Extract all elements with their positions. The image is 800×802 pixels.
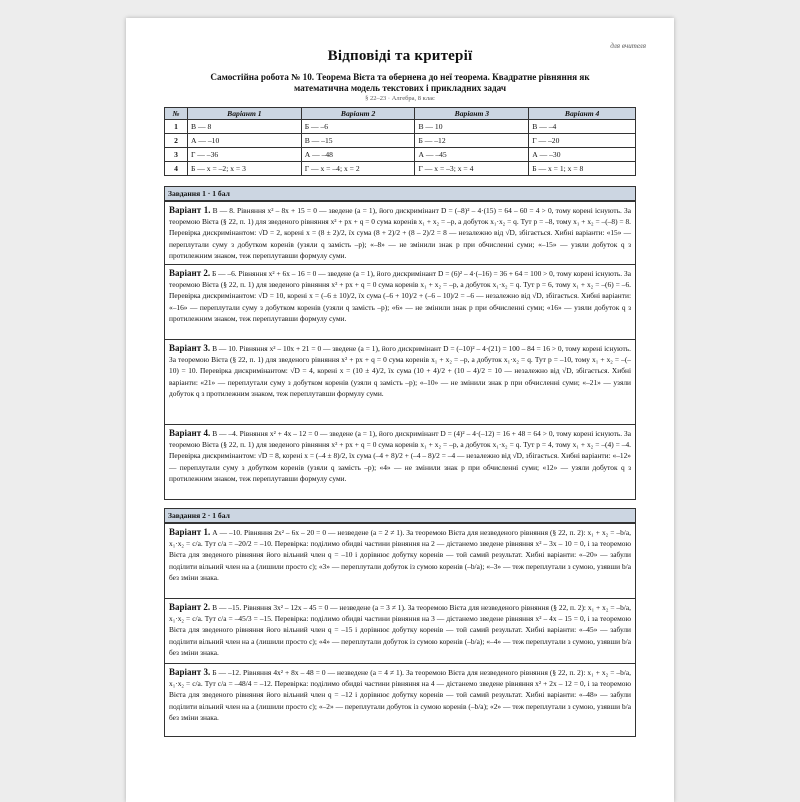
row-number: 3	[165, 148, 188, 162]
variant-name: Варіант 3.	[169, 343, 211, 353]
variant-name: Варіант 3.	[169, 667, 211, 677]
answer-cell: А — –48	[301, 148, 415, 162]
variant-text: Б — –12. Рівняння 4x² + 8x – 48 = 0 — незведене (a = 4 ≠ 1). За теоремою Вієта для незведеного рівняння (§ 22, п. 2): x₁ + x₂ = –b/a, x₁·x₂ = c/a. Тут c/a = –48/4 = –12. Перевірка: поділимо обидві частини рівняння на 4 — дістанемо зведене рівняння x² + 2x – 12 = 0, і за теоремою Вієта для зведеного рівняння його вільний член q = –12 і дорівнює добутку коренів — той самий результат. Хибні варіанти: «–48» — забули поділити вільний член на a (лишили просто c); «–2» — переплутали добуток із сумою коренів (–b/a); «2» — теж переплутали з сумою, узявши b/a без зміни знака.	[169, 668, 631, 722]
row-number: 4	[165, 162, 188, 176]
variant-text: А — –10. Рівняння 2x² – 6x – 20 = 0 — незведене (a = 2 ≠ 1). За теоремою Вієта для незведеного рівняння (§ 22, п. 2): x₁ + x₂ = –b/a, x₁·x₂ = c/a. Тут c/a = –20/2 = –10. Перевірка: поділимо обидві частини рівняння на 2 — дістанемо зведене рівняння x² – 3x – 10 = 0, і за теоремою Вієта для зведеного рівняння його вільний член q = –10 і дорівнює добутку коренів — той самий результат. Хибні варіанти: «–20» — забули поділити вільний член на a (лишили просто c); «3» — переплутали добуток із сумою коренів (–b/a); «–3» — теж переплутали з сумою, узявши b/a без зміни знака.	[169, 528, 631, 582]
table-row	[165, 162, 636, 176]
task-1-variant-1	[165, 201, 635, 264]
table-row	[165, 134, 636, 148]
page-title: Відповіді та критерії	[327, 48, 473, 64]
answer-cell: Б — –12	[415, 134, 529, 148]
answer-cell: В — –4	[529, 120, 636, 134]
answer-cell: В — 8	[188, 120, 302, 134]
subtitle-line-1: Самостійна робота № 10. Теорема Вієта та обернена до неї теорема. Квадратне рівняння як	[210, 72, 590, 82]
answer-cell: В — –15	[301, 134, 415, 148]
task-1-variant-4	[165, 424, 635, 499]
page-meta: § 22–23 · Алгебра, 8 клас	[365, 95, 435, 102]
variant-text: В — –15. Рівняння 3x² – 12x – 45 = 0 — незведене (a = 3 ≠ 1). За теоремою Вієта для незведеного рівняння (§ 22, п. 2): x₁ + x₂ = –b/a, x₁·x₂ = c/a. Тут c/a = –45/3 = –15. Перевірка: поділимо обидві частини рівняння на 3 — дістанемо зведене рівняння x² – 4x – 15 = 0, і за теоремою Вієта для зведеного рівняння його вільний член q = –15 і дорівнює добутку коренів — той самий результат. Хибні варіанти: «–45» — забули поділити вільний член на a (лишили просто c); «4» — переплутали добуток із сумою коренів (–b/a); «–4» — теж переплутали з сумою, узявши b/a без зміни знака.	[169, 603, 631, 657]
variant-text: Б — –6. Рівняння x² + 6x – 16 = 0 — зведене (a = 1), його дискримінант D = (6)² – 4·(–16) = 36 + 64 = 100 > 0, тому корені існують. За теоремою Вієта (§ 22, п. 1) для зведеного рівняння x² + px + q = 0 сума коренів x₁ + x₂ = –p, а добуток x₁·x₂ = q. Тут p = 6, тому x₁ + x₂ = –(6) = –6. Перевірка дискримінантом: √D = 10, корені x = (–6 ± 10)/2, їх сума (–6 + 10)/2 + (–6 – 10)/2 = –6 — незалежно від √D, збігається. Хибні варіанти: «–16» — переплутали суму з добутком коренів (узяли q замість –p); «6» — не змінили знак p при обчисленні суми; «16» — узяли добуток q з протилежним знаком, теж переплутавши формулу суми.	[169, 269, 631, 323]
variant-name: Варіант 1.	[169, 527, 211, 537]
subtitle-line-2: математична модель текстових і прикладних задач	[293, 83, 507, 93]
task-2-heading: Завдання 2 · 1 бал	[165, 509, 635, 523]
table-row	[165, 148, 636, 162]
task-2-section	[164, 508, 636, 737]
for-teacher-label: для вчителя	[610, 42, 646, 50]
answer-cell: Г — –36	[188, 148, 302, 162]
variant-text: В — 8. Рівняння x² – 8x + 15 = 0 — зведене (a = 1), його дискримінант D = (–8)² – 4·(15) = 64 – 60 = 4 > 0, тому корені існують. За теоремою Вієта (§ 22, п. 1) для зведеного рівняння x² + px + q = 0 сума коренів x₁ + x₂ = –p, а добуток x₁·x₂ = q. Тут p = –8, тому x₁ + x₂ = –(–8) = 8. Перевірка дискримінантом: √D = 2, корені x = (8 ± 2)/2, їх сума (8 + 2)/2 + (8 – 2)/2 = 8 — незалежно від √D, збігається. Хибні варіанти: «15» — переплутали суму з добутком коренів (узяли q замість –p); «–8» — не змінили знак p при обчисленні суми; «–15» — узяли добуток q з протилежним знаком, теж переплутавши формулу суми.	[169, 206, 631, 260]
answer-cell: Б — x = –2; x = 3	[188, 162, 302, 176]
col-header: Варіант 3	[415, 108, 529, 120]
task-2-variant-2	[165, 598, 635, 663]
variant-text: В — 10. Рівняння x² – 10x + 21 = 0 — зведене (a = 1), його дискримінант D = (–10)² – 4·(21) = 100 – 84 = 16 > 0, тому корені існують. За теоремою Вієта (§ 22, п. 1) для зведеного рівняння x² + px + q = 0 сума коренів x₁ + x₂ = –p, а добуток x₁·x₂ = q. Тут p = –10, тому x₁ + x₂ = –(–10) = 10. Перевірка дискримінантом: √D = 4, корені x = (10 ± 4)/2, їх сума (10 + 4)/2 + (10 – 4)/2 = 10 — незалежно від √D, збігається. Хибні варіанти: «21» — переплутали суму з добутком коренів (узяли q замість –p); «–10» — не змінили знак p при обчисленні суми; «–21» — узяли добуток q з протилежним знаком, теж переплутавши формулу суми.	[169, 344, 631, 398]
answer-cell: А — –10	[188, 134, 302, 148]
col-header: Варіант 2	[301, 108, 415, 120]
variant-name: Варіант 2.	[169, 602, 211, 612]
variant-name: Варіант 2.	[169, 268, 211, 278]
answer-cell: Г — x = –4; x = 2	[301, 162, 415, 176]
variant-name: Варіант 4.	[169, 428, 211, 438]
variant-name: Варіант 1.	[169, 205, 211, 215]
worksheet-page	[126, 18, 674, 802]
page-subtitle	[164, 72, 636, 94]
answer-cell: Г — x = –3; x = 4	[415, 162, 529, 176]
col-header: №	[165, 108, 188, 120]
task-2-variant-1	[165, 523, 635, 598]
answer-cell: А — –45	[415, 148, 529, 162]
variant-text: В — –4. Рівняння x² + 4x – 12 = 0 — зведене (a = 1), його дискримінант D = (4)² – 4·(–12) = 16 + 48 = 64 > 0, тому корені існують. За теоремою Вієта (§ 22, п. 1) для зведеного рівняння x² + px + q = 0 сума коренів x₁ + x₂ = –p, а добуток x₁·x₂ = q. Тут p = 4, тому x₁ + x₂ = –(4) = –4. Перевірка дискримінантом: √D = 8, корені x = (–4 ± 8)/2, їх сума (–4 + 8)/2 + (–4 – 8)/2 = –4 — незалежно від √D, збігається. Хибні варіанти: «–12» — переплутали суму з добутком коренів (узяли q замість –p); «4» — не змінили знак p при обчисленні суми; «12» — узяли добуток q з протилежним знаком, теж переплутавши формулу суми.	[169, 429, 632, 483]
task-1-variant-3	[165, 339, 635, 424]
answer-cell: Б — x = 1; x = 8	[529, 162, 636, 176]
task-1-variant-2	[165, 264, 635, 339]
answers-header-row	[165, 108, 636, 120]
answer-cell: В — 10	[415, 120, 529, 134]
answers-table	[164, 107, 636, 176]
page-content	[164, 18, 636, 737]
task-1-heading: Завдання 1 · 1 бал	[165, 187, 635, 201]
answer-cell: Б — –6	[301, 120, 415, 134]
answer-cell: А — –30	[529, 148, 636, 162]
answer-cell: Г — –20	[529, 134, 636, 148]
col-header: Варіант 4	[529, 108, 636, 120]
task-1-section	[164, 186, 636, 500]
col-header: Варіант 1	[188, 108, 302, 120]
table-row	[165, 120, 636, 134]
task-2-variant-3	[165, 663, 635, 736]
row-number: 1	[165, 120, 188, 134]
row-number: 2	[165, 134, 188, 148]
